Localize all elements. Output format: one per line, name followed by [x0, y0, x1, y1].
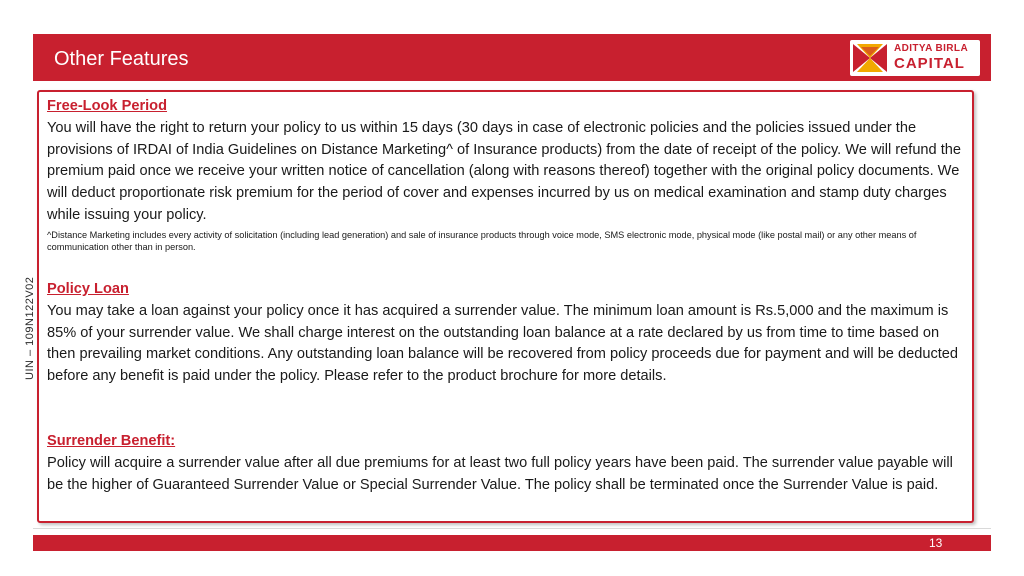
section-free-look: [47, 96, 967, 254]
policy-loan-title: Policy Loan: [47, 281, 129, 297]
logo-sun-icon: [853, 44, 887, 72]
section-policy-loan: [47, 279, 967, 388]
footer-bar: [33, 535, 991, 551]
surrender-title: Surrender Benefit:: [47, 433, 176, 449]
free-look-body: You will have the right to return your policy to us within 15 days (30 days in case of electronic policies and the policies issued under the provisions of IRDAI of India Guidelines on Distance Marketing^ of Insurance products) from the date of receipt of the policy. We will refund the premium paid once we receive your written notice of cancellation (along with reasons thereof) together with the original policy documents. We will deduct proportionate risk premium for the period of cover and expenses incurred by us on medical examination and stamp duty charges while issuing your policy.: [47, 119, 962, 223]
policy-loan-body: You may take a loan against your policy once it has acquired a surrender value. The minimum loan amount is Rs.5,000 and the maximum is 85% of your surrender value. We shall charge interest on the outstanding loan balance at a rate declared by us from time to time based on then prevailing market conditions. Any outstanding loan balance will be recovered from policy proceeds due for payment and will be deducted before any benefit is paid under the policy. Please refer to the product brochure for more details.: [47, 302, 959, 385]
brand-logo: [850, 40, 980, 76]
page-title: Other Features: [54, 48, 189, 70]
uin-label: UIN – 109N122V02: [24, 276, 36, 380]
logo-text-line2: CAPITAL: [894, 55, 965, 72]
page-number: 13: [929, 536, 943, 550]
free-look-title: Free-Look Period: [47, 98, 168, 114]
header-bar: [33, 34, 991, 81]
section-surrender: [47, 431, 967, 496]
content-box: [37, 90, 974, 523]
distance-marketing-footnote: ^Distance Marketing includes every activity of solicitation (including lead generation) and sale of insurance products through voice mode, SMS electronic mode, physical mode (like postal mail) or any other means of communication other than in person.: [47, 229, 917, 253]
logo-text-line1: ADITYA BIRLA: [894, 43, 969, 54]
divider: [33, 528, 991, 529]
surrender-body: Policy will acquire a surrender value after all due premiums for at least two full policy years have been paid. The surrender value payable will be the higher of Guaranteed Surrender Value or Special Surrender Value. The policy shall be terminated once the Surrender Value is paid.: [47, 454, 953, 493]
